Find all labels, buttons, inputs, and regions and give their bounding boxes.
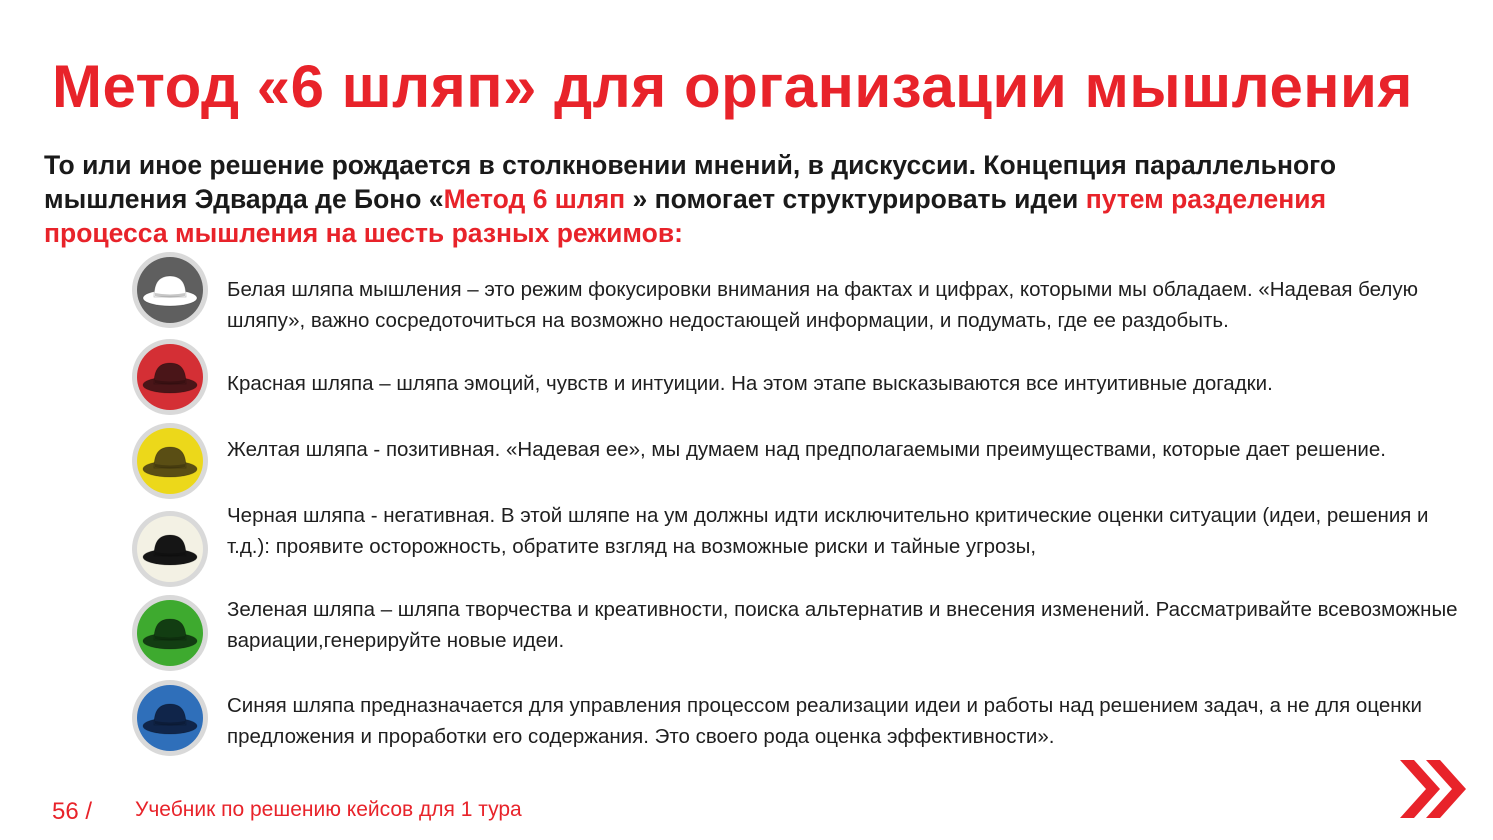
hat-description: Желтая шляпа - позитивная. «Надевая ее», мы думаем над предполагаемыми преимуществами, которые дает решение. — [227, 438, 1386, 461]
red-hat-icon — [130, 337, 210, 417]
black-hat-icon — [130, 509, 210, 589]
double-chevron-right-icon[interactable] — [1398, 758, 1468, 820]
intro-text-2: » помогает структурировать идеи — [632, 184, 1086, 214]
hat-description: Синяя шляпа предназначается для управления процессом реализации идеи и работы над решением задач, а не для оценки предложения и проработки его содержания. Это своего рода оценка эффективности». — [227, 694, 1422, 748]
intro-paragraph — [44, 148, 1444, 250]
intro-highlight-method: Метод 6 шляп — [443, 184, 633, 214]
intro-text-1: То или иное решение рождается в столкновении мнений, в дискуссии. Концепция параллельного мышления Эдварда де Боно « — [44, 150, 1337, 214]
hat-description: Красная шляпа – шляпа эмоций, чувств и интуиции. На этом этапе высказываются все интуитивные догадки. — [227, 372, 1273, 395]
white-hat-icon — [130, 250, 210, 330]
yellow-hat-icon — [130, 421, 210, 501]
page-number: 56 / — [52, 798, 93, 825]
intro-highlight-modes: путем разделения процесса мышления на шесть разных режимов: — [44, 184, 1327, 248]
hat-description: Черная шляпа - негативная. В этой шляпе на ум должны идти исключительно критические оценки ситуации (идеи, решения и т.д.): проявите осторожность, обратите взгляд на возможные риски и тайные угрозы, — [227, 504, 1429, 558]
green-hat-icon — [130, 593, 210, 673]
footer-caption: Учебник по решению кейсов для 1 тура — [135, 798, 522, 821]
hat-description: Зеленая шляпа – шляпа творчества и креативности, поиска альтернатив и внесения изменений. Рассматривайте всевозможные вариации,генерируйте новые идеи. — [227, 598, 1458, 652]
hat-description: Белая шляпа мышления – это режим фокусировки внимания на фактах и цифрах, которыми мы обладаем. «Надевая белую шляпу», важно сосредоточиться на возможно недостающей информации, и подумать, где ее раздобыть. — [227, 278, 1418, 332]
slide-title: Метод «6 шляп» для организации мышления — [52, 53, 1413, 120]
blue-hat-icon — [130, 678, 210, 758]
